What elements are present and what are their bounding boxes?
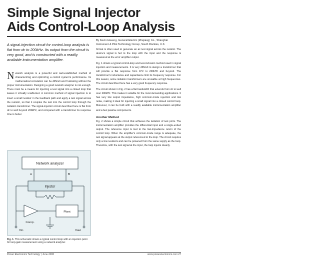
channel-b-label: B (68, 172, 71, 176)
footer-publication: Power Electronics Technology | June 2006 (7, 253, 55, 256)
right-column-paragraph: format is often used to generate an ac test signal across the resistor. The device's signal is fed to the loop with the input and the response is measured at the error amplifier output. (96, 48, 181, 60)
section-subhead: Another Method (96, 114, 119, 119)
analyzer-label: Network analyzer (36, 161, 64, 166)
footer-page-number: www.powerelectronics.com 27 (147, 253, 181, 256)
right-column-paragraph: Fig. 2 shows a simple circuit that achieves the isolation of test ports. The instrumentation amplifier provides the differential input and a single-ended output. The reference input is tied to the low-impedance return of the control loop. When the amplifier's common-mode range is adequate, the test signal appears at the output referenced to the loop. The circuit requires only a few resistors and can be powered from the same supply as the loop. Therefore, with the test signal at the input, the loop injects cleanly. (96, 119, 181, 148)
channel-a-label: A (29, 172, 32, 176)
figure-caption-label: Fig. 1. (7, 238, 15, 241)
title-divider (7, 36, 181, 37)
article-byline: By Kevin Hsueng, General Electric (Zhejiang) Co., Shanghai Instrument & Pilot Technology Group, South Rockies, U.K. (96, 39, 168, 46)
figure-1 (7, 150, 91, 236)
injector-label: Injector (44, 184, 56, 189)
circuit-schematic (8, 151, 92, 237)
output-terminal-label: Vout (74, 228, 81, 232)
right-column (96, 48, 181, 250)
right-column-paragraph: The circuit shown in Fig. 2 has a flat bandwidth that extends from dc to well over 200kHz. This makes it suitable for the most demanding applications. It has very low output impedance, high common-mode rejection and low noise, making it ideal for injecting a small signal into a closed control loop. Moreover, it can be built with a readily available instrumentation amplifier and a few passive components. (96, 88, 181, 112)
drop-cap: N (7, 72, 15, 82)
left-column-text: etwork analysis is a powerful and well-established method of characterizing and optimizing a control system's performance. Its mathematical correlation can be difficult and frustrating without the proper instrumentation. Designing a good network analyzer is not enough. There must be a means for injecting a test signal into a closed loop that leaves it virtually unaffected. A common method of signal injection is to insert a small resistor in the feedback path and apply a test signal across the resistor, so that it couples the test into the control loop through the isolation transformer. The signal-injection circuit described here is flat from dc to well beyond 200kHz, and compared with a transformer its response time is better. (7, 72, 91, 116)
figure-caption-text: This schematic shows a typical control loop with an injection point for loop-gain measurement using a network analyzer. (7, 238, 88, 245)
right-column-paragraph: Fig. 1 shows a typical control-loop and test-inclusion method used in signal injection and measurements. It is very difficult to design a transformer that will provide a flat response from 1Hz to 200kHz and beyond. The transformer's inductance and capacitance limit its frequency response. For this reason, some isolation transformers are unusable at high frequencies. The circuit described here has a very good frequency response. (96, 61, 181, 86)
plant-label: Plant (63, 209, 71, 214)
compensator-label: Comp. (25, 220, 35, 224)
left-column (7, 72, 91, 146)
input-terminal-label: Vin (19, 228, 24, 232)
article-title: Simple Signal Injector Aids Control-Loop Analysis (7, 5, 175, 34)
article-deck: A signal-injection circuit for control-loop analysis is flat from dc to 200kHz. Its output from the circuit is very good, and is constructed with a readily available instrumentation amplifier. (7, 43, 90, 62)
page-footer (7, 253, 181, 258)
figure-caption (7, 238, 91, 245)
